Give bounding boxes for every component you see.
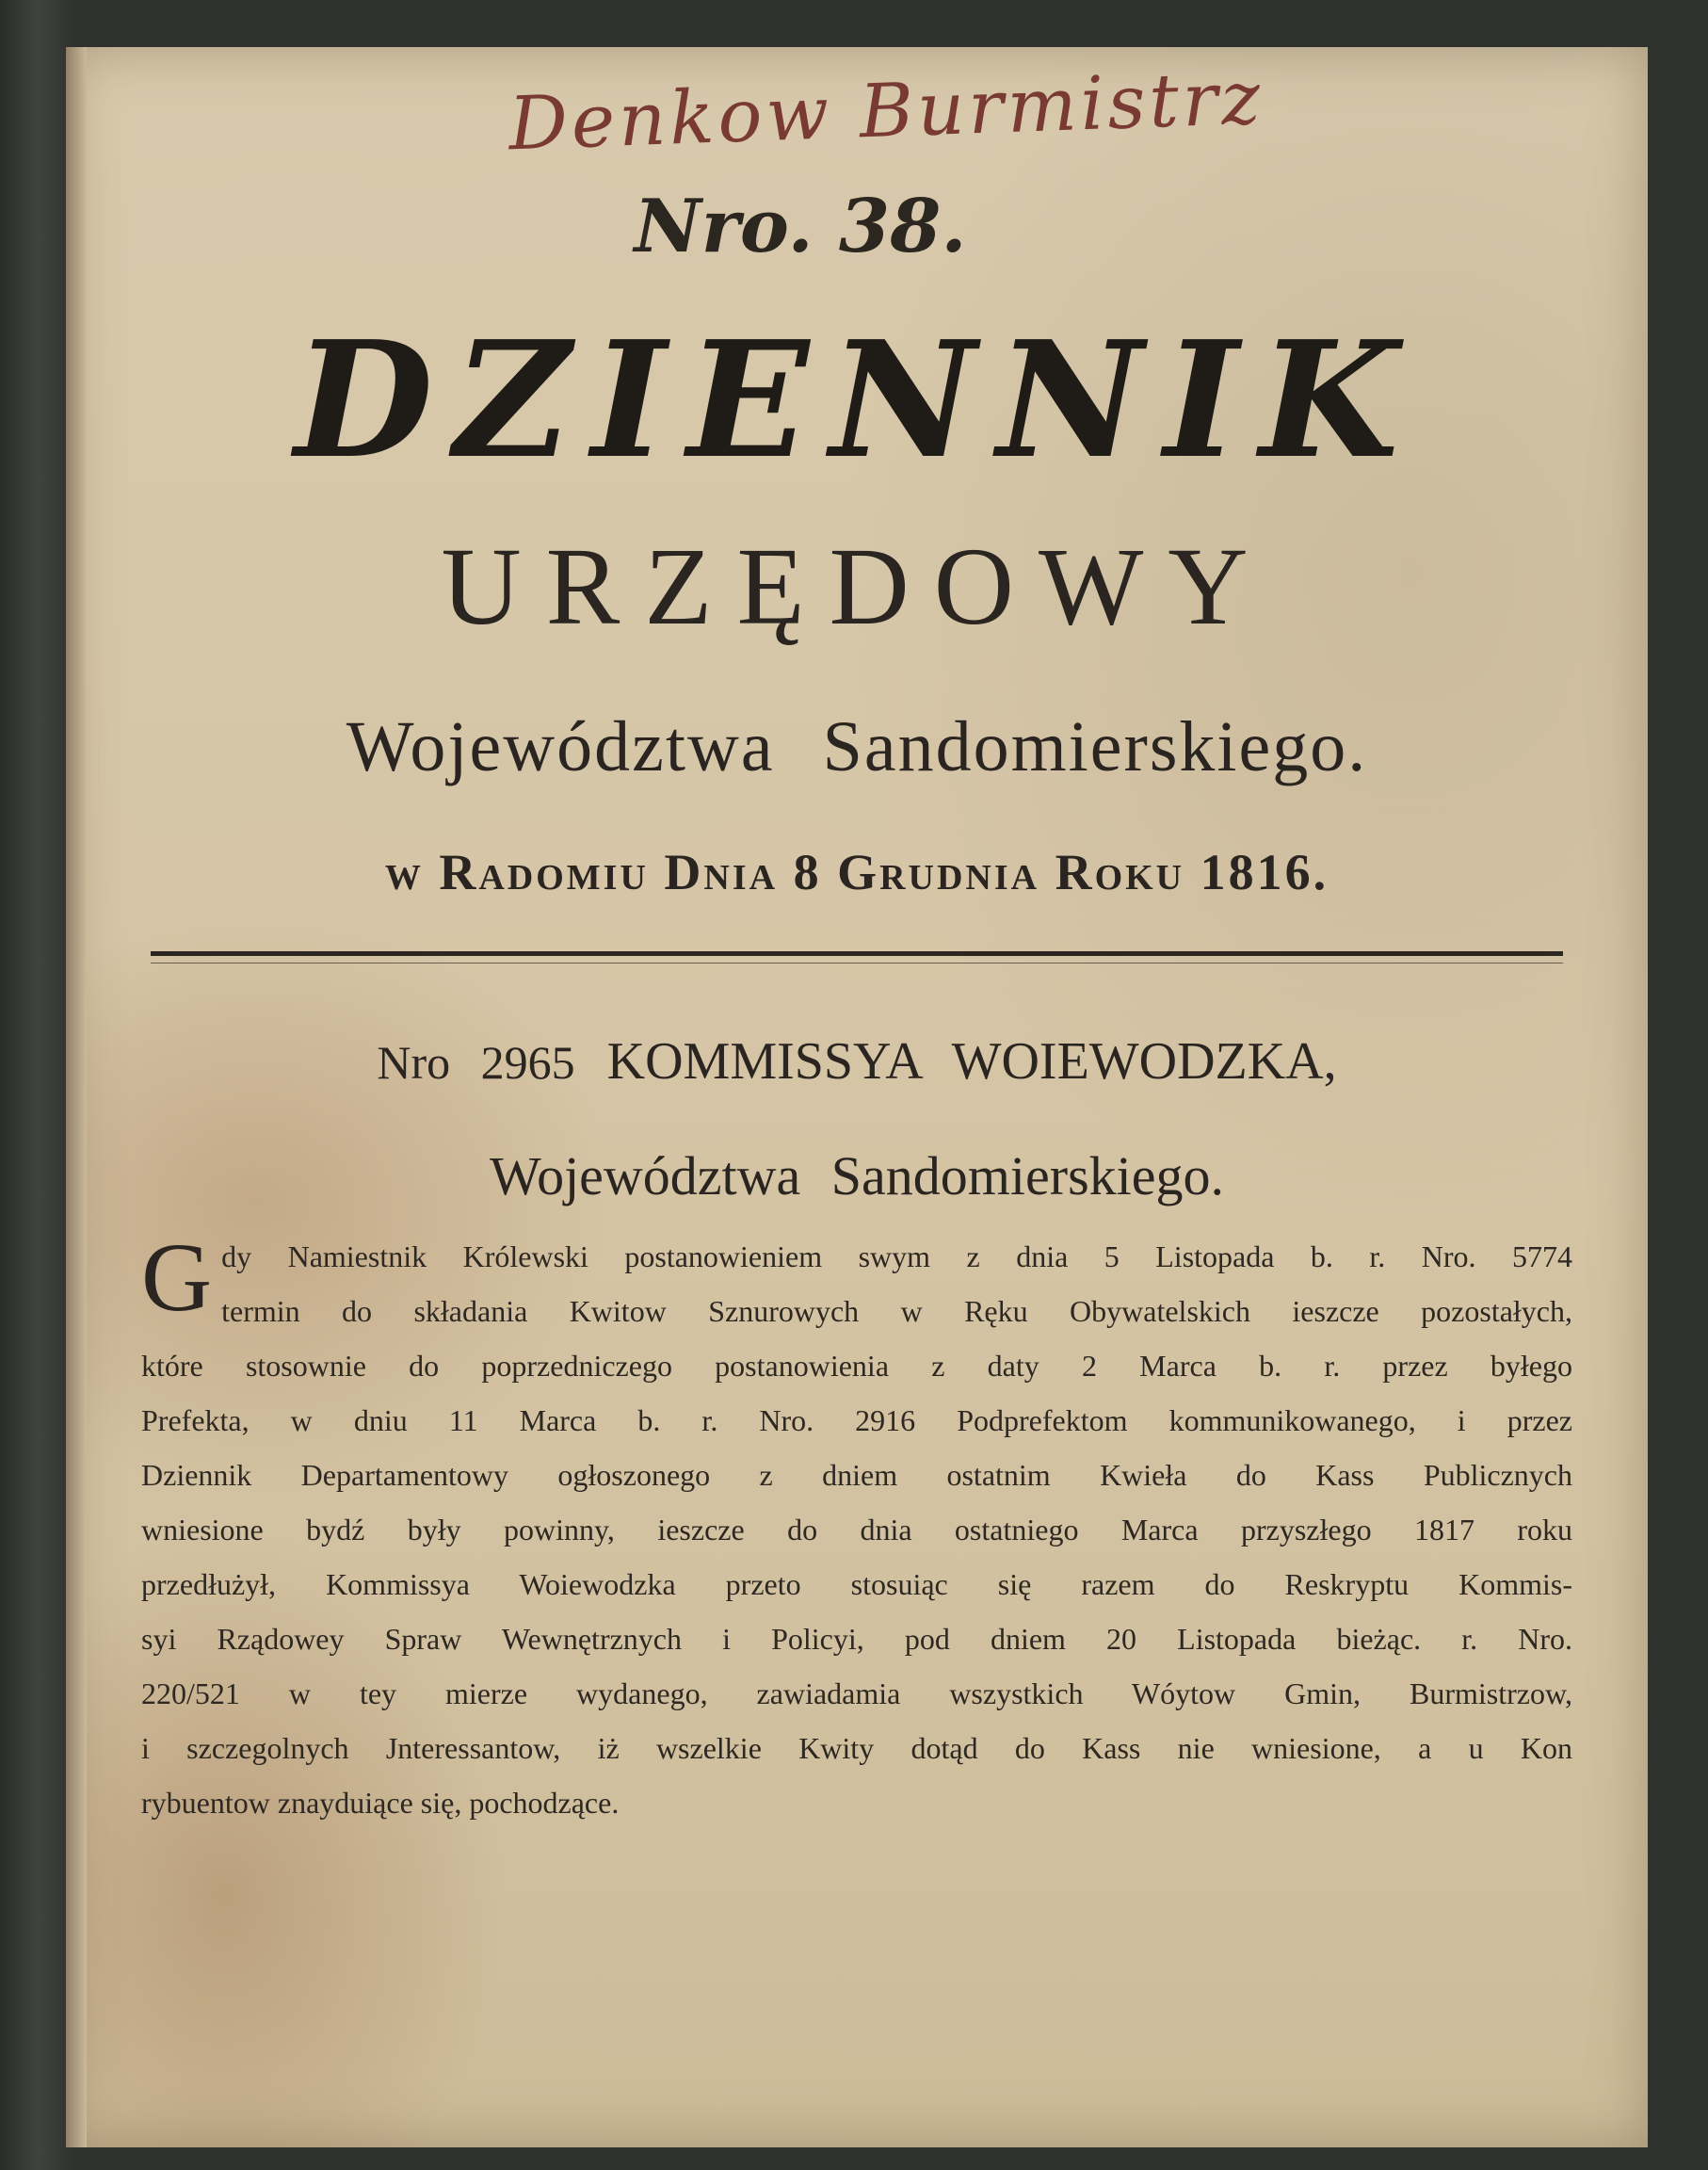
body-line: syi Rządowey Spraw Wewnętrznych i Policyi, pod dniem 20 Listopada bieżąc. r. Nro. [141, 1622, 1572, 1656]
body-line: wniesione bydź były powinny, ieszcze do dnia ostatniego Marca przyszłego 1817 roku [141, 1513, 1572, 1547]
divider-rule [151, 951, 1563, 956]
divider-rule-thin [151, 963, 1563, 964]
body-line: dy Namiestnik Królewski postanowieniem swym z dnia 5 Listopada b. r. Nro. 5774 [221, 1239, 1572, 1273]
article-heading [66, 1031, 1648, 1092]
body-line: termin do składania Kwitow Sznurowych w Ręku Obywatelskich ieszcze pozostałych, [221, 1294, 1572, 1328]
body-line: które stosownie do poprzedniczego postanowienia z daty 2 Marca b. r. przez byłego [141, 1349, 1572, 1383]
masthead-subtitle: URZĘDOWY [441, 525, 1273, 648]
body-line: i szczegolnych Jnteressantow, iż wszelkie Kwity dotąd do Kass nie wniesione, a u Kon [141, 1731, 1572, 1765]
masthead-title: DZIENNIK [294, 306, 1420, 494]
body-line: rybuentow znayduiące się, pochodzące. [141, 1786, 620, 1820]
issue-number [66, 184, 1648, 269]
page-spine-edge [66, 47, 87, 2147]
document-page [66, 47, 1648, 2147]
body-line: 220/521 w tey mierze wydanego, zawiadamia wszystkich Wóytow Gmin, Burmistrzow, [141, 1676, 1572, 1710]
article-heading-text: KOMMISSYA WOIEWODZKA, [606, 1032, 1337, 1091]
article-body [141, 1223, 1572, 1830]
body-line: Prefekta, w dniu 11 Marca b. r. Nro. 2916 Podprefektom kommunikowanego, i przez [141, 1403, 1572, 1437]
drop-cap: G [141, 1223, 213, 1332]
body-line: Dziennik Departamentowy ogłoszonego z dniem ostatnim Kwieła do Kass Publicznych [141, 1458, 1572, 1492]
article-subheading: Województwa Sandomierskiego. [489, 1145, 1225, 1206]
article-number: Nro 2965 [377, 1036, 575, 1089]
masthead-region: Województwa Sandomierskiego. [346, 707, 1368, 786]
handwritten-note: Denkow Burmistrz [507, 56, 1265, 168]
dateline: w Radomiu Dnia 8 Grudnia Roku 1816. [384, 844, 1329, 900]
body-line: przedłużył, Kommissya Woiewodzka przeto stosuiąc się razem do Reskryptu Kommis- [141, 1567, 1572, 1601]
issue-number-text: Nro. 38. [634, 184, 967, 269]
